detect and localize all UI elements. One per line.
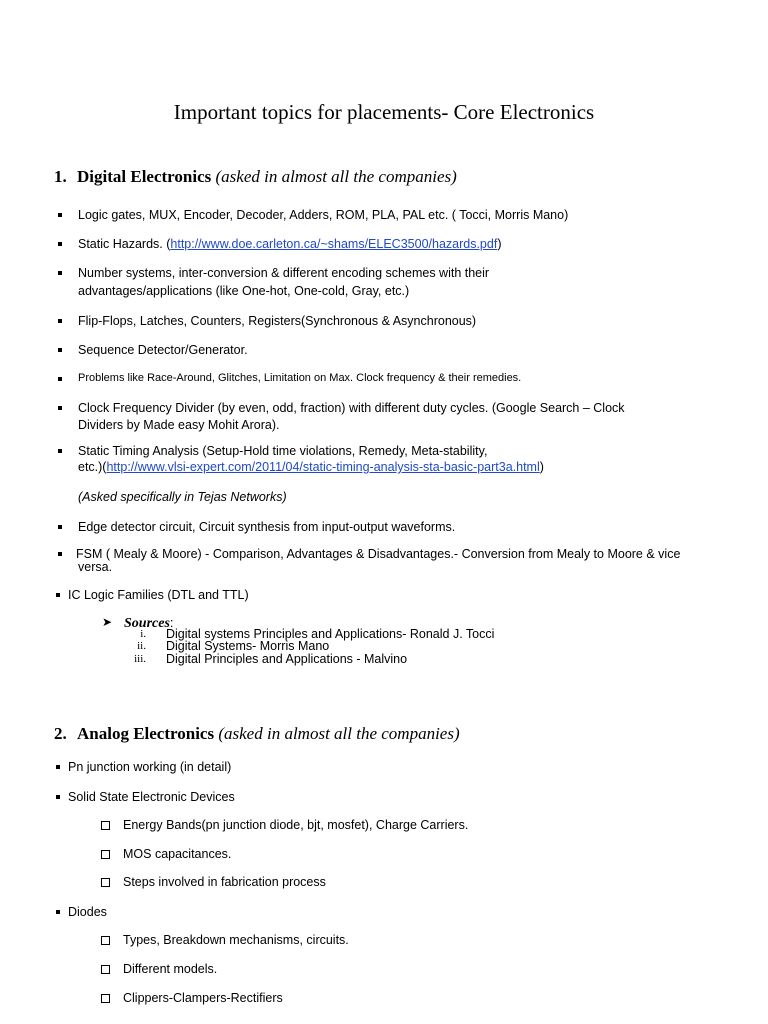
list-item-sta-line2 — [78, 459, 544, 476]
list-item-solid-state: Solid State Electronic Devices — [68, 790, 235, 804]
sources-label: Sources — [124, 616, 170, 631]
source-num: iii. — [134, 653, 146, 665]
bullet-icon — [56, 910, 60, 914]
checkbox-bullet-icon — [101, 936, 110, 945]
sources-colon: : — [169, 615, 174, 630]
bullet-icon — [58, 525, 62, 529]
source-item: Digital systems Principles and Applications- Ronald J. Tocci — [166, 627, 495, 641]
list-item-sta-line1: Static Timing Analysis (Setup-Hold time violations, Remedy, Meta-stability, — [78, 444, 488, 458]
list-item-number-systems-line2: advantages/applications (like One-hot, One-cold, Gray, etc.) — [78, 284, 410, 298]
checkbox-bullet-icon — [101, 965, 110, 974]
list-item-fsm-line2: versa. — [78, 560, 113, 574]
static-hazards-suffix: ) — [497, 237, 502, 251]
bullet-icon — [58, 552, 62, 556]
list-item-number-systems-line1: Number systems, inter-conversion & different encoding schemes with their — [78, 266, 490, 280]
bullet-icon — [56, 593, 60, 597]
sub-item-fabrication: Steps involved in fabrication process — [123, 875, 326, 889]
section-note: (asked in almost all the companies) — [218, 724, 460, 743]
sta-note: (Asked specifically in Tejas Networks) — [78, 490, 287, 504]
bullet-icon — [58, 319, 62, 323]
bullet-icon — [58, 406, 62, 410]
list-item-sequence: Sequence Detector/Generator. — [78, 343, 248, 357]
bullet-icon — [58, 213, 62, 217]
sub-item-energy-bands: Energy Bands(pn junction diode, bjt, mosfet), Charge Carriers. — [123, 818, 469, 832]
bullet-icon — [58, 449, 62, 453]
section-title: Digital Electronics — [77, 167, 212, 186]
list-item-diodes: Diodes — [68, 905, 107, 919]
list-item-pn-junction: Pn junction working (in detail) — [68, 760, 232, 774]
arrow-bullet-icon: ➤ — [102, 615, 113, 629]
source-num: i. — [140, 628, 146, 640]
checkbox-bullet-icon — [101, 878, 110, 887]
checkbox-bullet-icon — [101, 994, 110, 1003]
checkbox-bullet-icon — [101, 850, 110, 859]
section-note: (asked in almost all the companies) — [215, 167, 457, 186]
list-item-ic-logic: IC Logic Families (DTL and TTL) — [68, 588, 249, 602]
section-heading-digital — [54, 167, 457, 187]
page-title: Important topics for placements- Core Electronics — [173, 100, 595, 124]
static-hazards-link[interactable]: http://www.doe.carleton.ca/~shams/ELEC3500/hazards.pdf — [170, 237, 498, 251]
sub-item-types: Types, Breakdown mechanisms, circuits. — [123, 933, 349, 947]
sub-item-clippers: Clippers-Clampers-Rectifiers — [123, 991, 283, 1005]
sta-link[interactable]: http://www.vlsi-expert.com/2011/04/static-timing-analysis-sta-basic-part3a.html — [106, 460, 540, 474]
bullet-icon — [58, 348, 62, 352]
source-num: ii. — [137, 640, 146, 652]
list-item-static-hazards — [78, 236, 502, 253]
bullet-icon — [56, 765, 60, 769]
section-title: Analog Electronics — [77, 724, 215, 743]
bullet-icon — [56, 795, 60, 799]
list-item-problems: Problems like Race-Around, Glitches, Limitation on Max. Clock frequency & their remedies. — [78, 372, 522, 384]
list-item-clock-line1: Clock Frequency Divider (by even, odd, fraction) with different duty cycles. (Google Search – Clock — [78, 401, 625, 415]
bullet-icon — [58, 271, 62, 275]
sta-prefix: etc.)( — [78, 460, 107, 474]
section-number: 1. — [54, 167, 67, 186]
bullet-icon — [58, 377, 62, 381]
section-heading-analog — [54, 724, 460, 744]
source-item: Digital Systems- Morris Mano — [166, 639, 330, 653]
sub-item-mos-capacitances: MOS capacitances. — [123, 847, 232, 861]
list-item-flip-flops: Flip-Flops, Latches, Counters, Registers(Synchronous & Asynchronous) — [78, 314, 477, 328]
list-item-clock-line2: Dividers by Made easy Mohit Arora). — [78, 418, 280, 432]
list-item-logic-gates: Logic gates, MUX, Encoder, Decoder, Adders, ROM, PLA, PAL etc. ( Tocci, Morris Mano) — [78, 208, 569, 222]
sta-suffix: ) — [539, 460, 544, 474]
sub-item-models: Different models. — [123, 962, 218, 976]
list-item-edge-detector: Edge detector circuit, Circuit synthesis from input-output waveforms. — [78, 520, 456, 534]
source-item: Digital Principles and Applications - Malvino — [166, 652, 408, 666]
bullet-icon — [58, 242, 62, 246]
checkbox-bullet-icon — [101, 821, 110, 830]
list-item-fsm-line1: FSM ( Mealy & Moore) - Comparison, Advantages & Disadvantages.- Conversion from Mealy to Moore & vice — [76, 547, 681, 561]
section-number: 2. — [54, 724, 67, 743]
static-hazards-text: Static Hazards. ( — [78, 237, 171, 251]
